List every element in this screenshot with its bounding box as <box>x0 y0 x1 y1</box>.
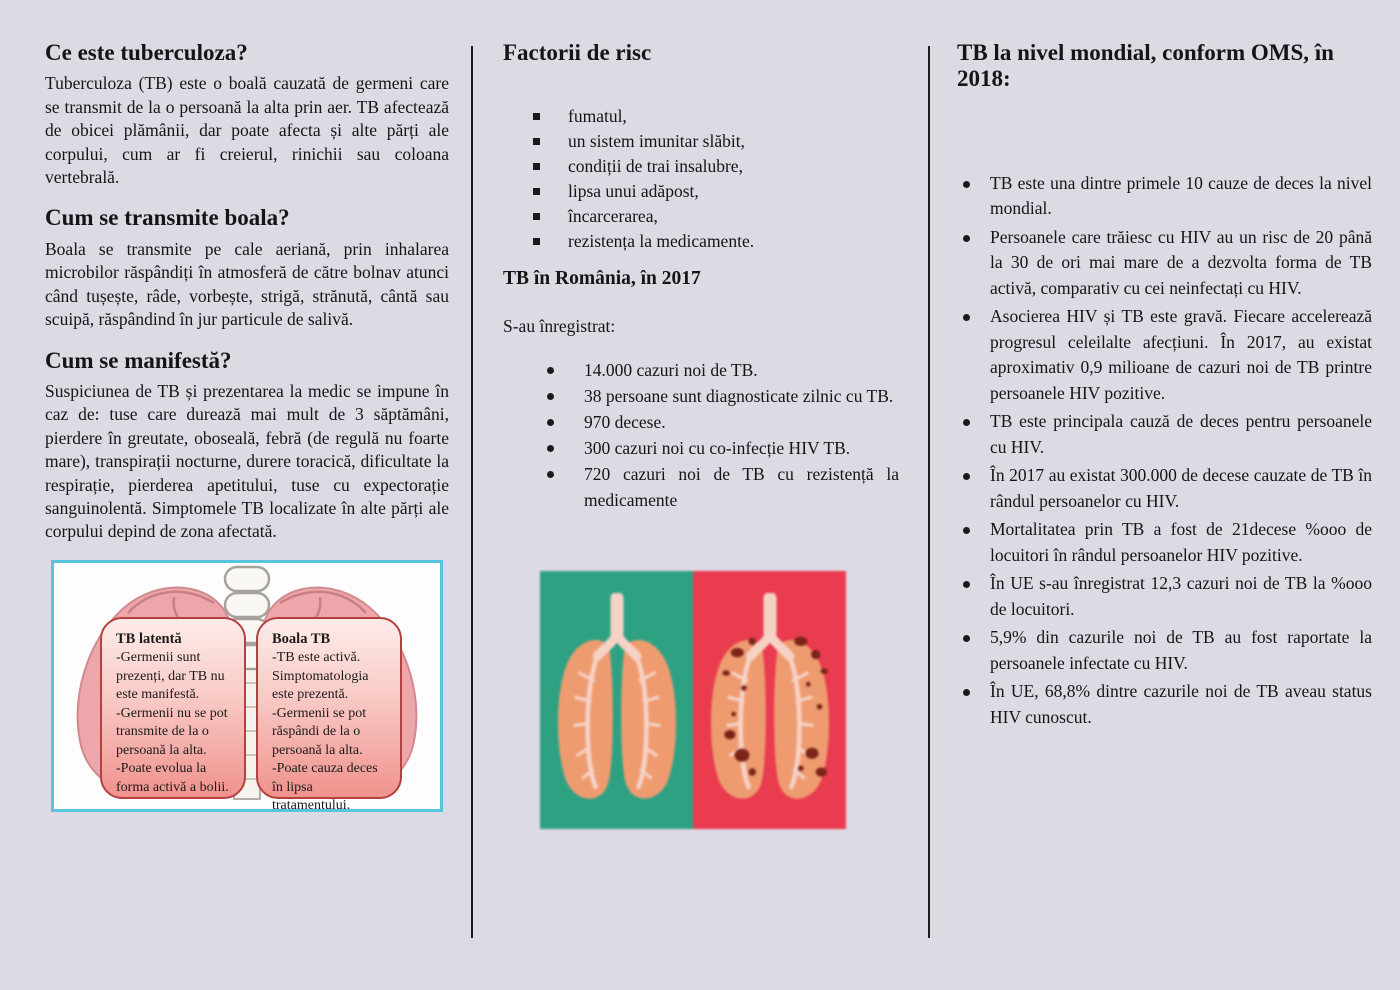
latent-tb-box-line: -Germenii nu se pot transmite de la o persoană la alta. <box>116 705 228 758</box>
active-tb-box-line: -TB este activă. Simptomatologia este prezentă. <box>272 650 369 703</box>
list-item-text: În UE, 68,8% dintre cazurile noi de TB aveau status HIV cunoscut. <box>990 681 1372 727</box>
latent-tb-box <box>100 617 246 799</box>
list-item <box>533 204 909 229</box>
list-item-text: TB este principala cauză de deces pentru persoanele cu HIV. <box>990 411 1372 457</box>
list-item <box>547 383 899 409</box>
dot-bullet-icon <box>963 181 970 188</box>
list-item-text: fumatul, <box>568 106 627 127</box>
list-item-text: Mortalitatea prin TB a fost de 21decese %ooo de locuitori în rândul persoanelor HIV pozitive. <box>990 519 1372 565</box>
healthy-vs-diseased-lungs-figure <box>540 571 846 829</box>
list-item <box>963 463 1372 514</box>
section-title-symptoms: Cum se manifestă? <box>45 347 232 373</box>
dot-bullet-icon <box>547 471 554 478</box>
diseased-lungs-illustration <box>700 593 840 811</box>
list-item-text: În 2017 au existat 300.000 de decese cauzate de TB în rândul persoanelor cu HIV. <box>990 465 1372 511</box>
column-tb-worldwide <box>957 40 1372 733</box>
dot-bullet-icon <box>963 473 970 480</box>
column-what-is-tb <box>45 40 449 812</box>
dot-bullet-icon <box>547 419 554 426</box>
healthy-lungs-illustration <box>547 593 687 811</box>
dot-bullet-icon <box>963 581 970 588</box>
list-item-text: condiții de trai insalubre, <box>568 156 743 177</box>
dot-bullet-icon <box>547 393 554 400</box>
list-item <box>963 679 1372 730</box>
list-item-text: un sistem imunitar slăbit, <box>568 131 745 152</box>
list-item <box>963 304 1372 406</box>
column-risk-factors <box>503 40 909 829</box>
section-body-transmission: Boala se transmite pe cale aeriană, prin inhalarea microbilor răspândiți în atmosferă de către bolnav atunci când tușește, râde, vorbește, strigă, strănută, cântă sau scuipă, răspândind în jur particule de salivă. <box>45 238 449 330</box>
latent-vs-active-tb-figure <box>51 560 443 812</box>
section-title-tb-worldwide: TB la nivel mondial, conform OMS, în 2018: <box>957 40 1334 92</box>
list-item <box>963 517 1372 568</box>
section-title-tb-romania-2017: TB în România, în 2017 <box>503 268 701 290</box>
active-tb-box-title: Boala TB <box>272 630 331 647</box>
list-item <box>547 409 899 435</box>
dot-bullet-icon <box>963 314 970 321</box>
list-item-text: 5,9% din cazurile noi de TB au fost raportate la persoanele infectate cu HIV. <box>990 627 1372 673</box>
column-divider-left <box>471 46 473 938</box>
latent-tb-box-line: -Germenii sunt prezenți, dar TB nu este manifestă. <box>116 650 225 703</box>
active-tb-box-line: -Poate cauza deces în lipsa tratamentului. <box>272 761 378 814</box>
dot-bullet-icon <box>963 419 970 426</box>
list-item <box>963 225 1372 302</box>
list-item-text: 38 persoane sunt diagnosticate zilnic cu TB. <box>584 386 894 407</box>
section-title-risk-factors: Factorii de risc <box>503 40 652 65</box>
list-item-text: TB este una dintre primele 10 cauze de deces la nivel mondial. <box>990 172 1372 219</box>
active-tb-box-line: -Germenii se pot răspândi de la o persoană la alta. <box>272 705 367 758</box>
section-title-transmission: Cum se transmite boala? <box>45 205 290 231</box>
column-divider-right <box>928 46 930 938</box>
romania-stats-list <box>547 357 899 513</box>
list-item-text: 720 cazuri noi de TB cu rezistență la medicamente <box>584 464 899 511</box>
square-bullet-icon <box>533 213 540 220</box>
list-item <box>547 435 899 461</box>
worldwide-facts-list <box>963 171 1372 731</box>
list-item <box>533 104 909 129</box>
latent-tb-box-title: TB latentă <box>116 630 182 647</box>
latent-tb-box-line: -Poate evolua la forma activă a bolii. <box>116 761 229 795</box>
section-body-what-is-tb: Tuberculoza (TB) este o boală cauzată de germeni care se transmit de la o persoană la alta prin aer. TB afectează de obicei plămânii, dar poate afecta și alte părți ale corpului, cum ar fi creierul, rinichii sau coloana vertebrală. <box>45 73 449 188</box>
list-item <box>963 171 1372 222</box>
square-bullet-icon <box>533 238 540 245</box>
square-bullet-icon <box>533 113 540 120</box>
list-item <box>533 154 909 179</box>
section-body-symptoms: Suspiciunea de TB și prezentarea la medic se impune în caz de: tuse care durează mai mult de 3 săptămâni, pierdere în greutate, oboseală, febră (de regulă nu foarte mare), transpirații nocturne, durere toracică, dificultate la respirație, pierderea apetitului, tuse cu expectorație sanguinolentă. Simptomele TB localizate în alte părți ale corpului depind de zona afectată. <box>45 380 449 542</box>
list-item-text: 14.000 cazuri noi de TB. <box>584 360 758 381</box>
dot-bullet-icon <box>963 527 970 534</box>
diseased-lung-panel <box>693 571 846 829</box>
list-item <box>547 461 899 513</box>
active-tb-box <box>256 617 402 814</box>
list-item-text: rezistența la medicamente. <box>568 231 755 252</box>
stats-intro-text: S-au înregistrat: <box>503 316 616 337</box>
healthy-lung-panel <box>540 571 693 829</box>
list-item <box>963 409 1372 460</box>
list-item-text: Asocierea HIV și TB este gravă. Fiecare accelerează progresul celeilalte afecțiuni. În 2017, au existat aproximativ 0,9 milioane de cazuri noi de TB printre persoanele HIV pozitive. <box>990 306 1372 403</box>
dot-bullet-icon <box>963 235 970 242</box>
list-item-text: încarcerarea, <box>568 206 658 227</box>
list-item-text: Persoanele care trăiesc cu HIV au un risc de 20 până la 30 de ori mai mare de a dezvolta forma de TB activă, comparativ cu cei neinfectați cu HIV. <box>990 226 1372 298</box>
list-item <box>533 229 909 254</box>
list-item <box>533 129 909 154</box>
square-bullet-icon <box>533 138 540 145</box>
list-item-text: 970 decese. <box>584 412 666 433</box>
list-item <box>533 179 909 204</box>
list-item-text: 300 cazuri noi cu co-infecție HIV TB. <box>584 438 851 459</box>
risk-factors-list <box>533 104 909 254</box>
section-title-what-is-tb: Ce este tuberculoza? <box>45 40 248 65</box>
dot-bullet-icon <box>963 635 970 642</box>
list-item-text: În UE s-au înregistrat 12,3 cazuri noi de TB la %ooo de locuitori. <box>990 573 1372 619</box>
square-bullet-icon <box>533 188 540 195</box>
square-bullet-icon <box>533 163 540 170</box>
list-item <box>963 625 1372 676</box>
list-item <box>963 571 1372 622</box>
dot-bullet-icon <box>547 367 554 374</box>
dot-bullet-icon <box>963 689 970 696</box>
dot-bullet-icon <box>547 445 554 452</box>
list-item <box>547 357 899 383</box>
list-item-text: lipsa unui adăpost, <box>568 181 699 202</box>
